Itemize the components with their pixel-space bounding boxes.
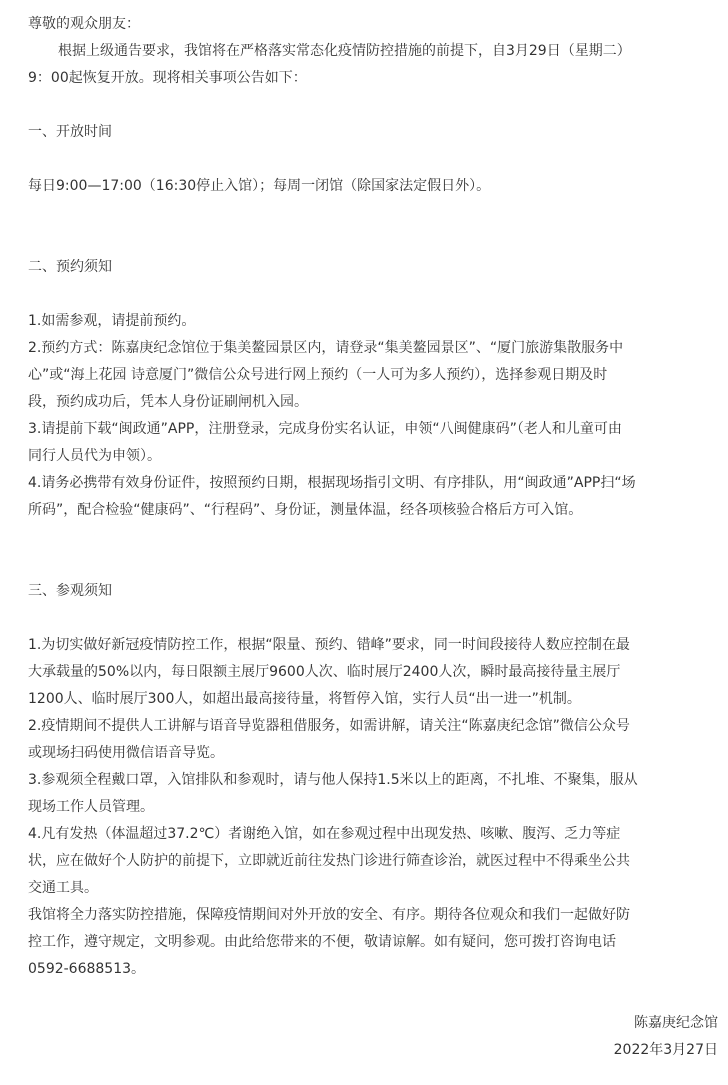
section-heading-reservation: 二、预约须知: [28, 259, 112, 275]
visit-notes-line: 4.凡有发热（体温超过37.2℃）者谢绝入馆，如在参观过程中出现发热、咳嗽、腹泻、乏力等症: [28, 826, 621, 842]
announcement-document: [28, 11, 718, 1064]
visit-notes-line: 交通工具。: [28, 880, 98, 896]
closing-line: 控工作，遵守规定，文明参观。由此给您带来的不便，敬请谅解。如有疑问，您可拨打咨询电话: [28, 934, 616, 950]
reservation-line: 心”或“海上花园 诗意厦门”微信公众号进行网上预约（一人可为多人预约），选择参观日期及时: [28, 367, 608, 383]
signature-date: 2022年3月27日: [613, 1042, 718, 1058]
visit-notes-line: 大承载量的50%以内，每日限额主展厅9600人次、临时展厅2400人次，瞬时最高接待量主展厅: [28, 664, 621, 680]
reservation-line: 1.如需参观，请提前预约。: [28, 313, 196, 329]
visit-notes-line: 3.参观须全程戴口罩，入馆排队和参观时，请与他人保持1.5米以上的距离，不扎堆、不聚集，服从: [28, 772, 638, 788]
visit-notes-line: 现场工作人员管理。: [28, 799, 154, 815]
reservation-line: 同行人员代为申领）。: [28, 448, 161, 464]
closing-line: 我馆将全力落实防控措施，保障疫情期间对外开放的安全、有序。期待各位观众和我们一起做好防: [28, 907, 630, 923]
greeting: 尊敬的观众朋友：: [28, 16, 140, 32]
reservation-line: 段，预约成功后，凭本人身份证刷闸机入园。: [28, 394, 308, 410]
reservation-line: 所码”，配合检验“健康码”、“行程码”、身份证，测量体温，经各项核验合格后方可入馆。: [28, 502, 583, 518]
reservation-line: 3.请提前下载“闽政通”APP，注册登录，完成身份实名认证，申领“八闽健康码”（老人和儿童可由: [28, 421, 622, 437]
opening-hours-text: 每日9:00—17:00（16:30停止入馆）；每周一闭馆（除国家法定假日外）。: [28, 178, 491, 194]
visit-notes-line: 或现场扫码使用微信语音导览。: [28, 745, 224, 761]
visit-notes-line: 状，应在做好个人防护的前提下，立即就近前往发热门诊进行筛查诊治，就医过程中不得乘坐公共: [28, 853, 630, 869]
visit-notes-line: 1200人、临时展厅300人，如超出最高接待量，将暂停入馆，实行人员“出一进一”机制。: [28, 691, 581, 707]
intro-line: 9：00起恢复开放。现将相关事项公告如下：: [28, 70, 307, 86]
signature-org: 陈嘉庚纪念馆: [634, 1015, 718, 1031]
reservation-line: 2.预约方式：陈嘉庚纪念馆位于集美鳌园景区内，请登录“集美鳌园景区”、“厦门旅游集散服务中: [28, 340, 624, 356]
intro-line: 根据上级通告要求，我馆将在严格落实常态化疫情防控措施的前提下，自3月29日（星期二）: [58, 43, 631, 59]
closing-line: 0592-6688513。: [28, 961, 146, 977]
reservation-line: 4.请务必携带有效身份证件，按照预约日期，根据现场指引文明、有序排队，用“闽政通”APP扫“场: [28, 475, 636, 491]
section-heading-opening-hours: 一、开放时间: [28, 124, 112, 140]
visit-notes-line: 1.为切实做好新冠疫情防控工作，根据“限量、预约、错峰”要求，同一时间段接待人数应控制在最: [28, 637, 630, 653]
section-heading-visit-notes: 三、参观须知: [28, 583, 112, 599]
visit-notes-line: 2.疫情期间不提供人工讲解与语音导览器租借服务，如需讲解，请关注“陈嘉庚纪念馆”微信公众号: [28, 718, 630, 734]
